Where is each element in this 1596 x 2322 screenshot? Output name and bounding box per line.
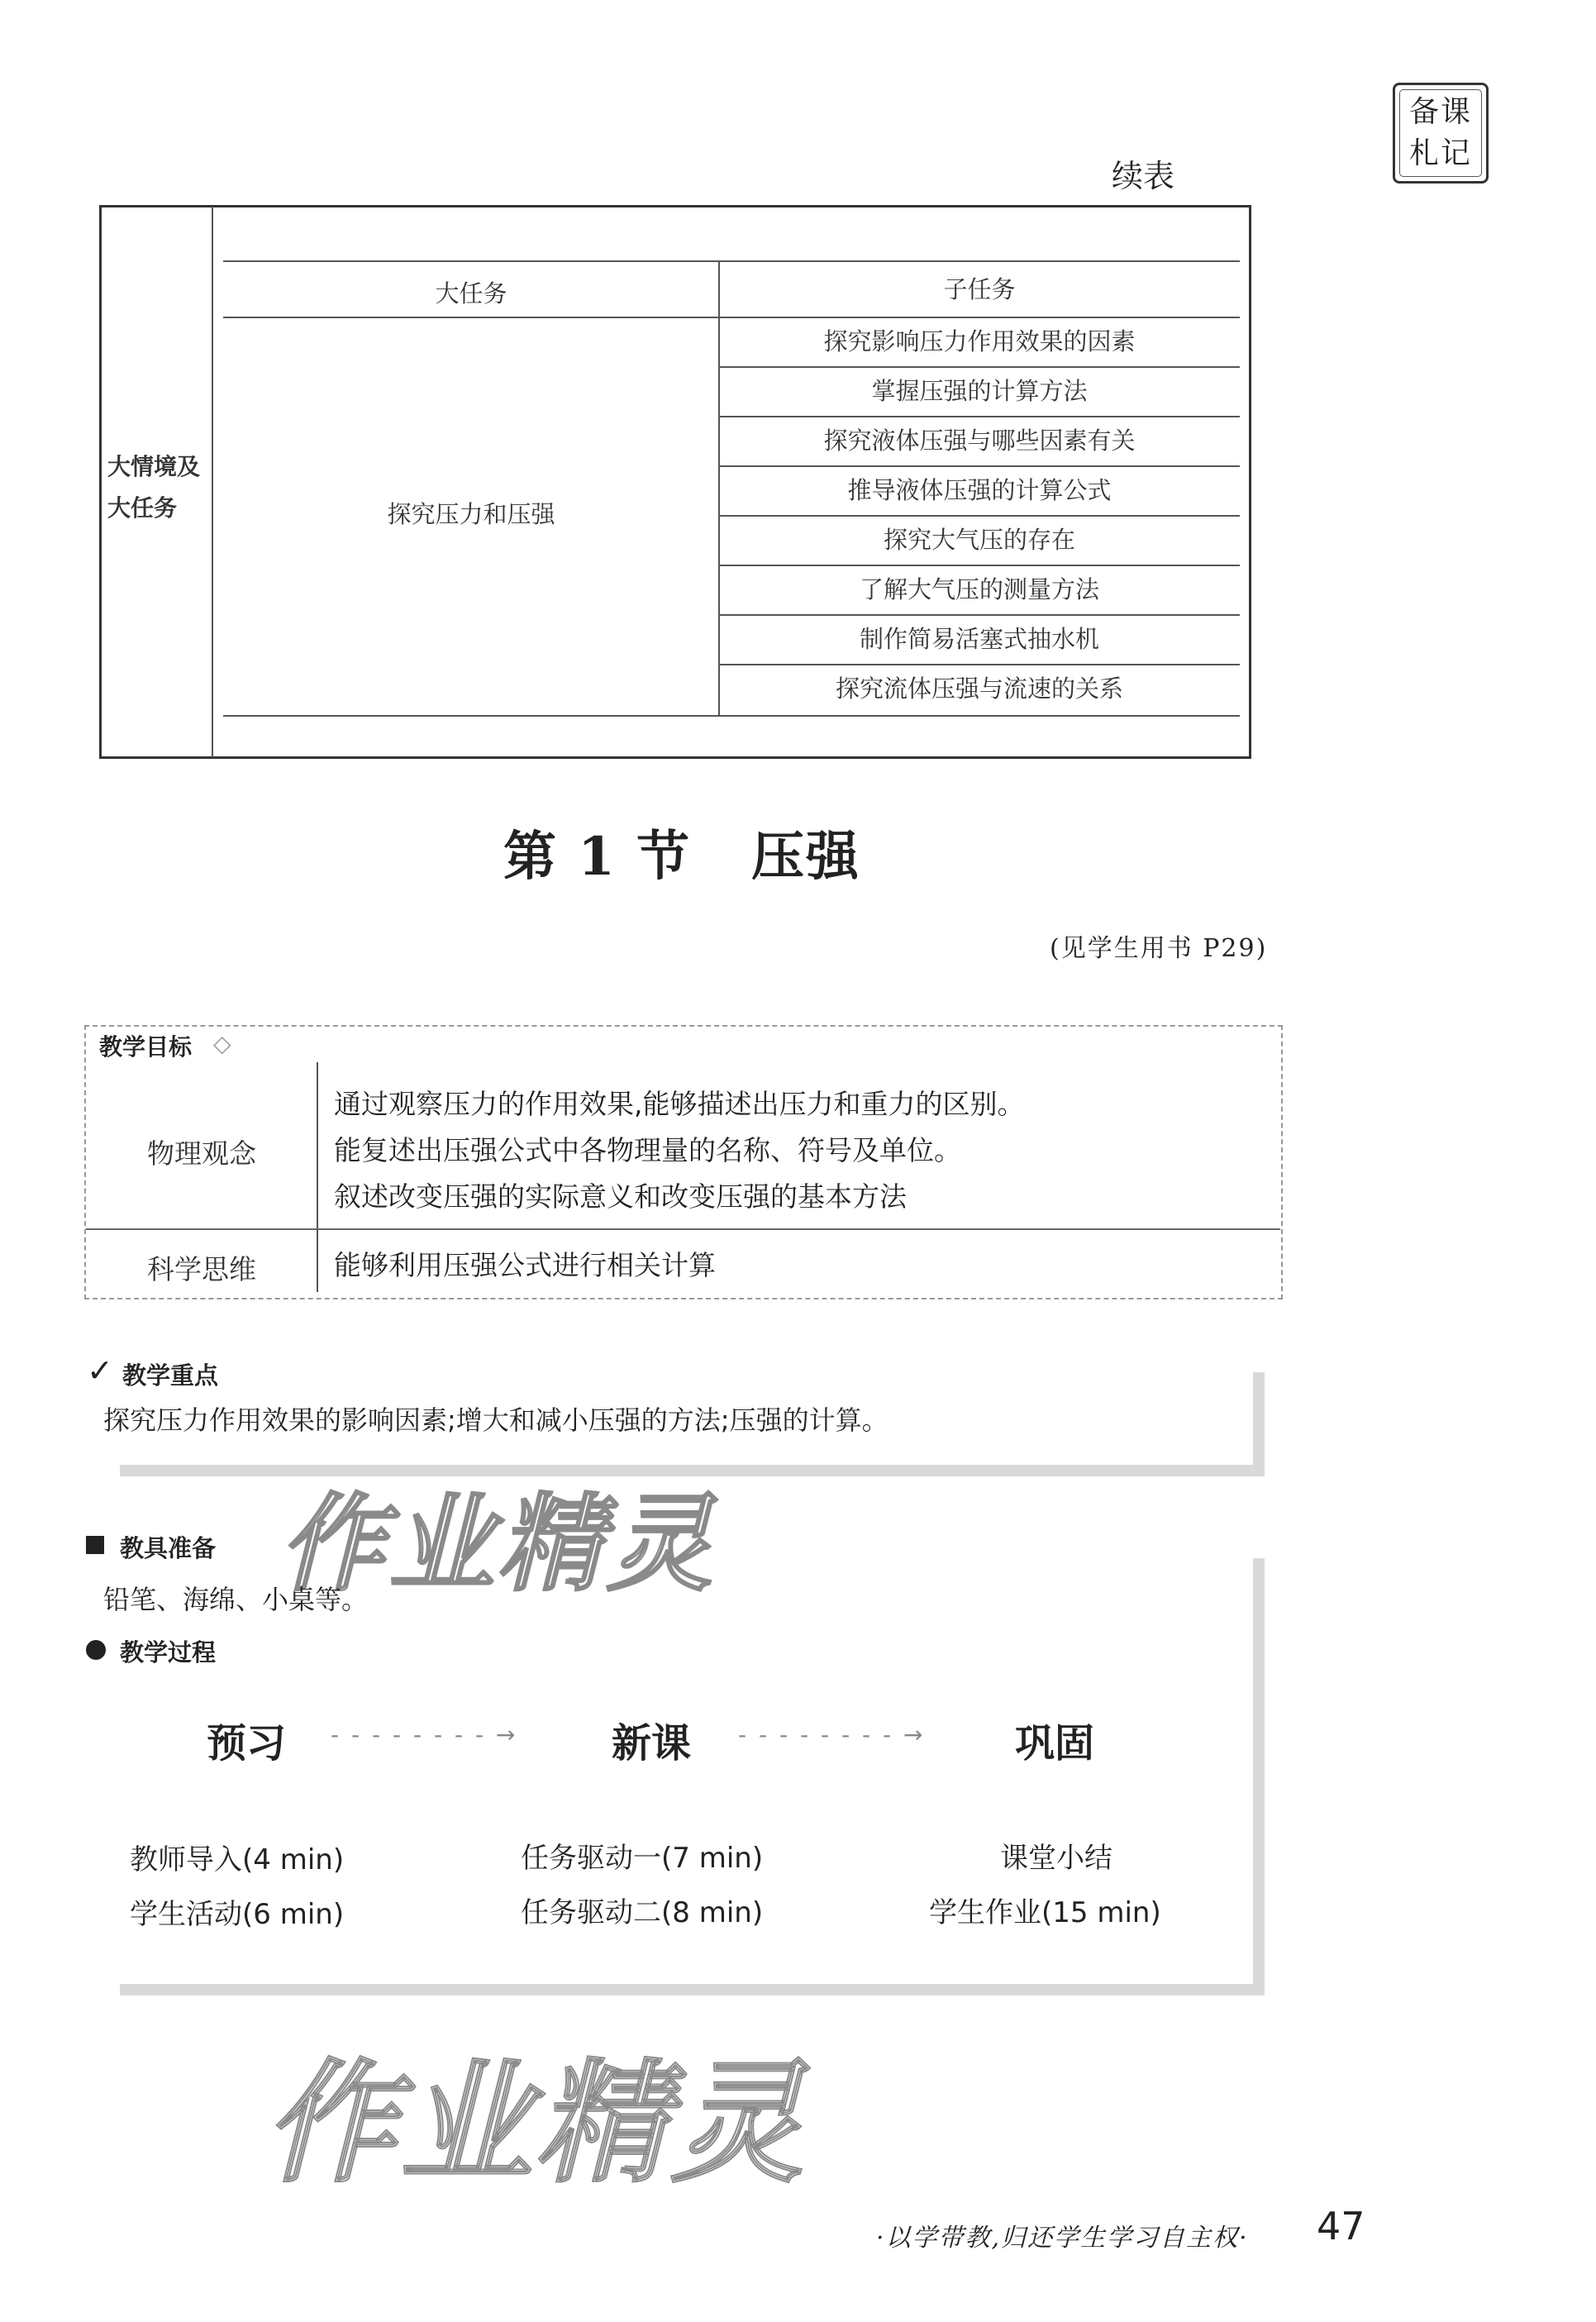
sub-task-cell: 探究影响压力作用效果的因素 (823, 327, 1136, 355)
activity-item: 任务驱动二(8 min) (521, 1896, 764, 1929)
table-divider (212, 207, 213, 757)
key-points-text: 探究压力作用效果的影响因素;增大和减小压强的方法;压强的计算。 (103, 1404, 889, 1436)
scenario-row-label (107, 446, 211, 529)
objective-label: 物理观念 (147, 1137, 256, 1170)
footer-motto: ·以学带教,归还学生学习自主权· (876, 2224, 1249, 2253)
sub-task-cell: 探究流体压强与流速的关系 (835, 675, 1123, 703)
diamond-arrow-icon: ◇ (213, 1030, 231, 1057)
arrow-icon: - - - - - - - - → (331, 1721, 518, 1748)
student-book-reference: (见学生用书 P29) (1050, 934, 1268, 963)
sub-task-cell: 了解大气压的测量方法 (859, 575, 1099, 603)
scenario-label-line: 大任务 (107, 494, 178, 522)
page-number: 47 (1317, 2204, 1365, 2248)
sub-task-cell: 掌握压强的计算方法 (871, 377, 1088, 405)
objectives-heading: 教学目标 (99, 1033, 193, 1061)
square-bullet-icon (86, 1536, 104, 1554)
objective-line: 能复述出压强公式中各物理量的名称、符号及单位。 (334, 1134, 961, 1166)
circle-bullet-icon (86, 1640, 106, 1660)
objective-line: 叙述改变压强的实际意义和改变压强的基本方法 (334, 1180, 907, 1213)
continued-label: 续表 (1112, 158, 1175, 194)
activity-item: 任务驱动一(7 min) (521, 1842, 764, 1875)
activity-item: 学生活动(6 min) (130, 1898, 345, 1931)
sub-task-cell: 探究液体压强与哪些因素有关 (823, 427, 1136, 455)
notes-stamp (1393, 83, 1489, 184)
main-task-cell: 探究压力和压强 (387, 500, 555, 528)
arrow-icon: - - - - - - - - → (738, 1721, 926, 1748)
section-title: 第 1 节 压强 (503, 826, 860, 888)
stamp-line-2: 札记 (1408, 136, 1472, 170)
objective-label: 科学思维 (147, 1253, 256, 1285)
key-points-heading: 教学重点 (122, 1361, 219, 1390)
sub-task-cell: 制作简易活塞式抽水机 (859, 625, 1099, 653)
activity-item: 学生作业(15 min) (929, 1896, 1161, 1929)
stage-consolidation: 巩固 (1015, 1720, 1095, 1767)
stage-new-lesson: 新课 (612, 1720, 692, 1767)
preparation-heading: 教具准备 (120, 1534, 217, 1562)
table-rule (223, 260, 1240, 262)
sub-task-cell: 推导液体压强的计算公式 (847, 476, 1112, 504)
sub-task-cell: 探究大气压的存在 (883, 526, 1075, 554)
watermark: 作业精灵 (264, 2046, 808, 2200)
process-heading: 教学过程 (120, 1638, 217, 1666)
col-header-sub: 子任务 (943, 275, 1016, 303)
activity-item: 课堂小结 (1000, 1842, 1112, 1875)
table-rule (223, 715, 1240, 717)
scenario-label-line: 大情境及 (107, 453, 201, 480)
objective-line: 通过观察压力的作用效果,能够描述出压力和重力的区别。 (334, 1088, 1025, 1120)
col-header-main: 大任务 (435, 279, 507, 308)
stamp-line-1: 备课 (1408, 95, 1472, 129)
checkmark-icon: ✓ (87, 1352, 113, 1389)
watermark: 作业精灵 (279, 1483, 717, 1606)
objective-line: 能够利用压强公式进行相关计算 (334, 1249, 716, 1281)
activity-item: 教师导入(4 min) (130, 1843, 345, 1876)
preparation-text: 铅笔、海绵、小桌等。 (103, 1584, 369, 1615)
stage-preview: 预习 (207, 1720, 287, 1767)
